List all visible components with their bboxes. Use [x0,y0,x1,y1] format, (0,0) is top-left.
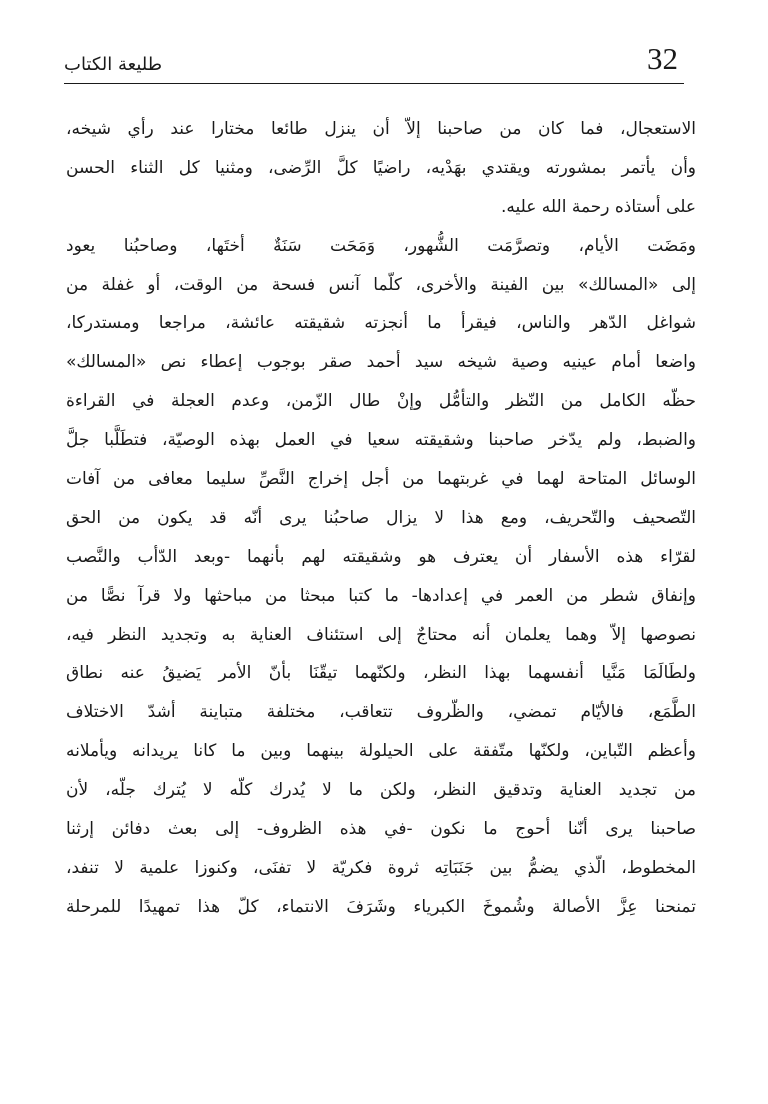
text-line: لقرّاء هذه الأسفار أن يعترف هو وشقيقته لهم بأنهما -وبعد الدّأب والنَّصب [66,546,696,567]
text-line: المخطوط، الّذي يضمُّ بين جَنَبَاتِه ثروة فكريّة لا تفنَى، وكنوزا علمية لا تنفد، [66,857,696,878]
running-header [64,40,684,84]
text-line: تمنحنا عِزَّ الأصالة وشُموخَ الكبرياء وشَرَفَ الانتماء، كلّ هذا تمهيدًا للمرحلة [66,896,696,917]
text-line: الوسائل المتاحة لهما في غربتهما من أجل إخراج النَّصِّ سليما معافى من آفات [66,469,696,490]
text-line: من تجديد العناية وتدقيق النظر، ولكن ما لا يُدرك كلّه لا يُترك جلّه، لأن [66,780,696,801]
text-line: على أستاذه رحمة الله عليه. [500,196,696,217]
running-title: طليعة الكتاب [64,54,163,75]
text-line: نصوصها إلاّ وهما يعلمان أنه محتاجٌ إلى استئناف العناية به وتجديد النظر فيه، [66,624,696,645]
text-line: وأعظم التّباين، ولكنّها متّفقة على الحيلولة بينهما وبين ما كانا يريدانه ويأملانه [66,741,696,762]
text-line: واضعا أمام عينيه وصية شيخه سيد أحمد صقر بوجوب إعطاء نص «المسالك» [66,352,696,373]
text-line: وأن يأتمر بمشورته ويقتدي بهَدْيه، راضيًا كلَّ الرِّضى، ومثنيا كل الثناء الحسن [66,157,696,178]
text-line: شواغل الدّهر والناس، فيقرأ ما أنجزته شقيقته عائشة، مراجعا ومستدركا، [66,313,696,334]
text-line: إلى «المسالك» بين الفينة والأخرى، كلّما آنس فسحة من الوقت، أو غفلة من [66,274,696,295]
text-line: والضبط، ولم يدّخر صاحبنا وشقيقته سعيا في العمل بهذه الوصيّة، فتطَلَّبا جلَّ [66,430,696,451]
text-line: وإنفاق شطر من العمر في إعدادها- ما كتبا مبحثا من مباحثها ولا قرآ نصًّا من [66,585,696,606]
text-line: ومَضَت الأيام، وتصرَّمَت الشُّهور، وَمَحَت سَنَةٌ أختَها، وصاحبُنا يعود [66,235,696,256]
header-rule [64,83,684,84]
body-text [66,110,696,927]
text-line: حظّه الكامل من النّظر والتأمُّل وإنْ طال الزّمن، وعدم العجلة في القراءة [66,391,696,412]
page-number: 32 [647,41,678,76]
text-line: ولطَالَمَا مَنَّيا أنفسهما بهذا النظر، ولكنّهما تيقّنَا بأنّ الأمر يَضيقُ عنه نطاق [66,663,696,684]
text-line: الاستعجال، فما كان من صاحبنا إلاّ أن ينزل طائعا مختارا عند رأي شيخه، [66,119,696,139]
text-line: صاحبنا يرى أنّنا أحوج ما نكون -في هذه الظروف- إلى بعث دفائن إرثنا [66,819,696,840]
text-line: الطَّمَع، فالأيّام تمضي، والظّروف تتعاقب، مختلفة متباينة أشدّ الاختلاف [66,702,696,723]
text-line: التّصحيف والتّحريف، ومع هذا لا يزال صاحبُنا يرى أنّه قد يكون من الحق [66,507,696,528]
